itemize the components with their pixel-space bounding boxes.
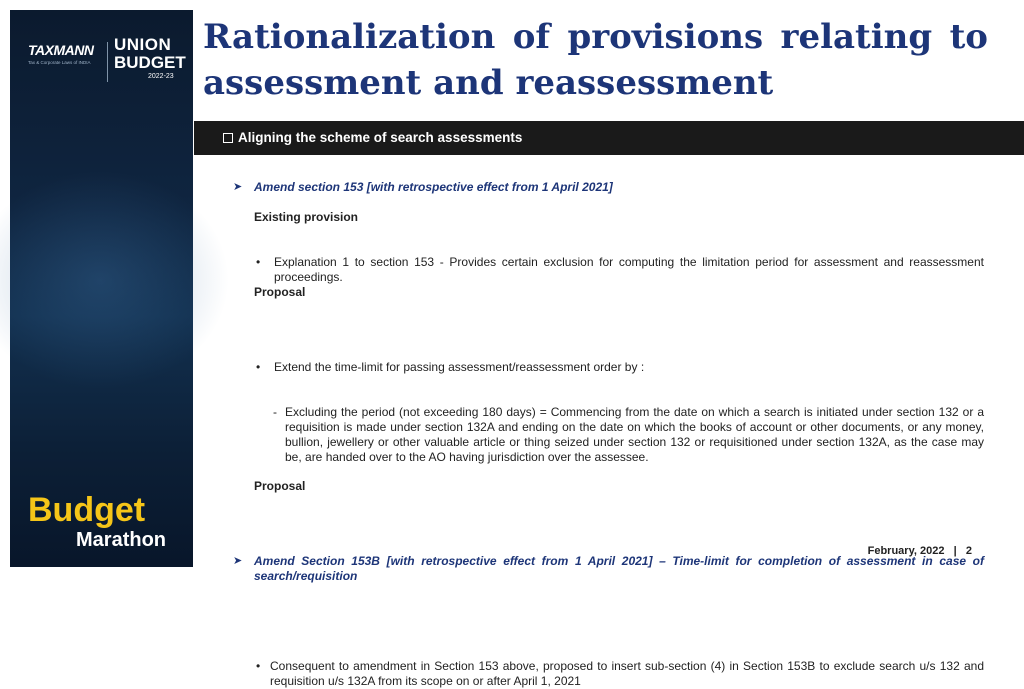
slide-title-line2: assessment and reassessment xyxy=(203,63,774,103)
budget-year: 2022-23 xyxy=(148,73,174,80)
arrow-item-text: Amend section 153 [with retrospective effect from 1 April 2021] xyxy=(254,180,613,194)
union-budget-logo-union: UNION xyxy=(114,35,172,54)
title-word: provisions xyxy=(567,17,764,57)
arrow-bullet-icon: ➤ xyxy=(233,555,243,567)
existing-provision-label: Existing provision xyxy=(254,210,359,224)
bullet-item-proposal xyxy=(230,360,984,375)
arrow-item-amend-153 xyxy=(230,180,984,195)
arrow-item-amend-153b xyxy=(230,554,984,584)
bullet-item-existing xyxy=(230,255,984,285)
title-word: of xyxy=(512,17,551,57)
bullet-text: Consequent to amendment in Section 153 above, proposed to insert sub-section (4) in Section 153B to exclude search u/s 132 and requisition u/s 132A from its scope on or after April 1, 2021 xyxy=(270,659,984,688)
sidebar-panel xyxy=(10,10,193,567)
bullet-text: Extend the time-limit for passing assessment/reassessment order by : xyxy=(274,360,645,374)
budget-marathon-logo-budget: Budget xyxy=(28,491,146,529)
bullet-text: Explanation 1 to section 153 - Provides certain exclusion for computing the limitation period for assessment and reassessment proceedings. xyxy=(274,255,984,284)
logo-divider xyxy=(107,42,108,82)
budget-marathon-logo-marathon: Marathon xyxy=(76,529,166,551)
arrow-item-text: Amend Section 153B [with retrospective effect from 1 April 2021] – Time-limit for completion of assessment in case of search/requisition xyxy=(254,554,984,583)
bullet-dot-icon: • xyxy=(256,255,261,269)
bullet-dot-icon: • xyxy=(256,360,261,374)
section-header-text: Aligning the scheme of search assessments xyxy=(238,130,523,145)
taxmann-tagline: Tax & Corporate Laws of INDIA xyxy=(28,60,91,65)
dash-marker: - xyxy=(273,405,277,419)
dash-text: Excluding the period (not exceeding 180 days) = Commencing from the date on which a search is initiated under section 132 or a requisition is made under section 132A and ending on the date on which the books of account or other documents, or any money, bullion, jewellery or other valuable article or thing seized under section 132 or requisitioned under section 132A, as the case may be, are handed over to the AO having jurisdiction over the assessee. xyxy=(285,405,984,464)
dash-item-exclusion xyxy=(230,405,984,465)
union-budget-logo-budget: BUDGET xyxy=(114,53,186,72)
title-word: Rationalization xyxy=(203,17,496,57)
bullet-item-proposal-153b xyxy=(230,659,984,689)
proposal-label: Proposal xyxy=(254,479,306,493)
taxmann-logo: TAXMANN xyxy=(28,42,94,58)
sidebar-glow xyxy=(0,170,230,390)
title-word: to xyxy=(949,17,988,57)
arrow-bullet-icon: ➤ xyxy=(233,181,243,193)
title-word: relating xyxy=(780,17,933,57)
proposal-label: Proposal xyxy=(254,285,306,299)
bullet-dot-icon: • xyxy=(256,659,261,673)
footer-date-page: February, 2022 | 2 xyxy=(867,545,972,557)
